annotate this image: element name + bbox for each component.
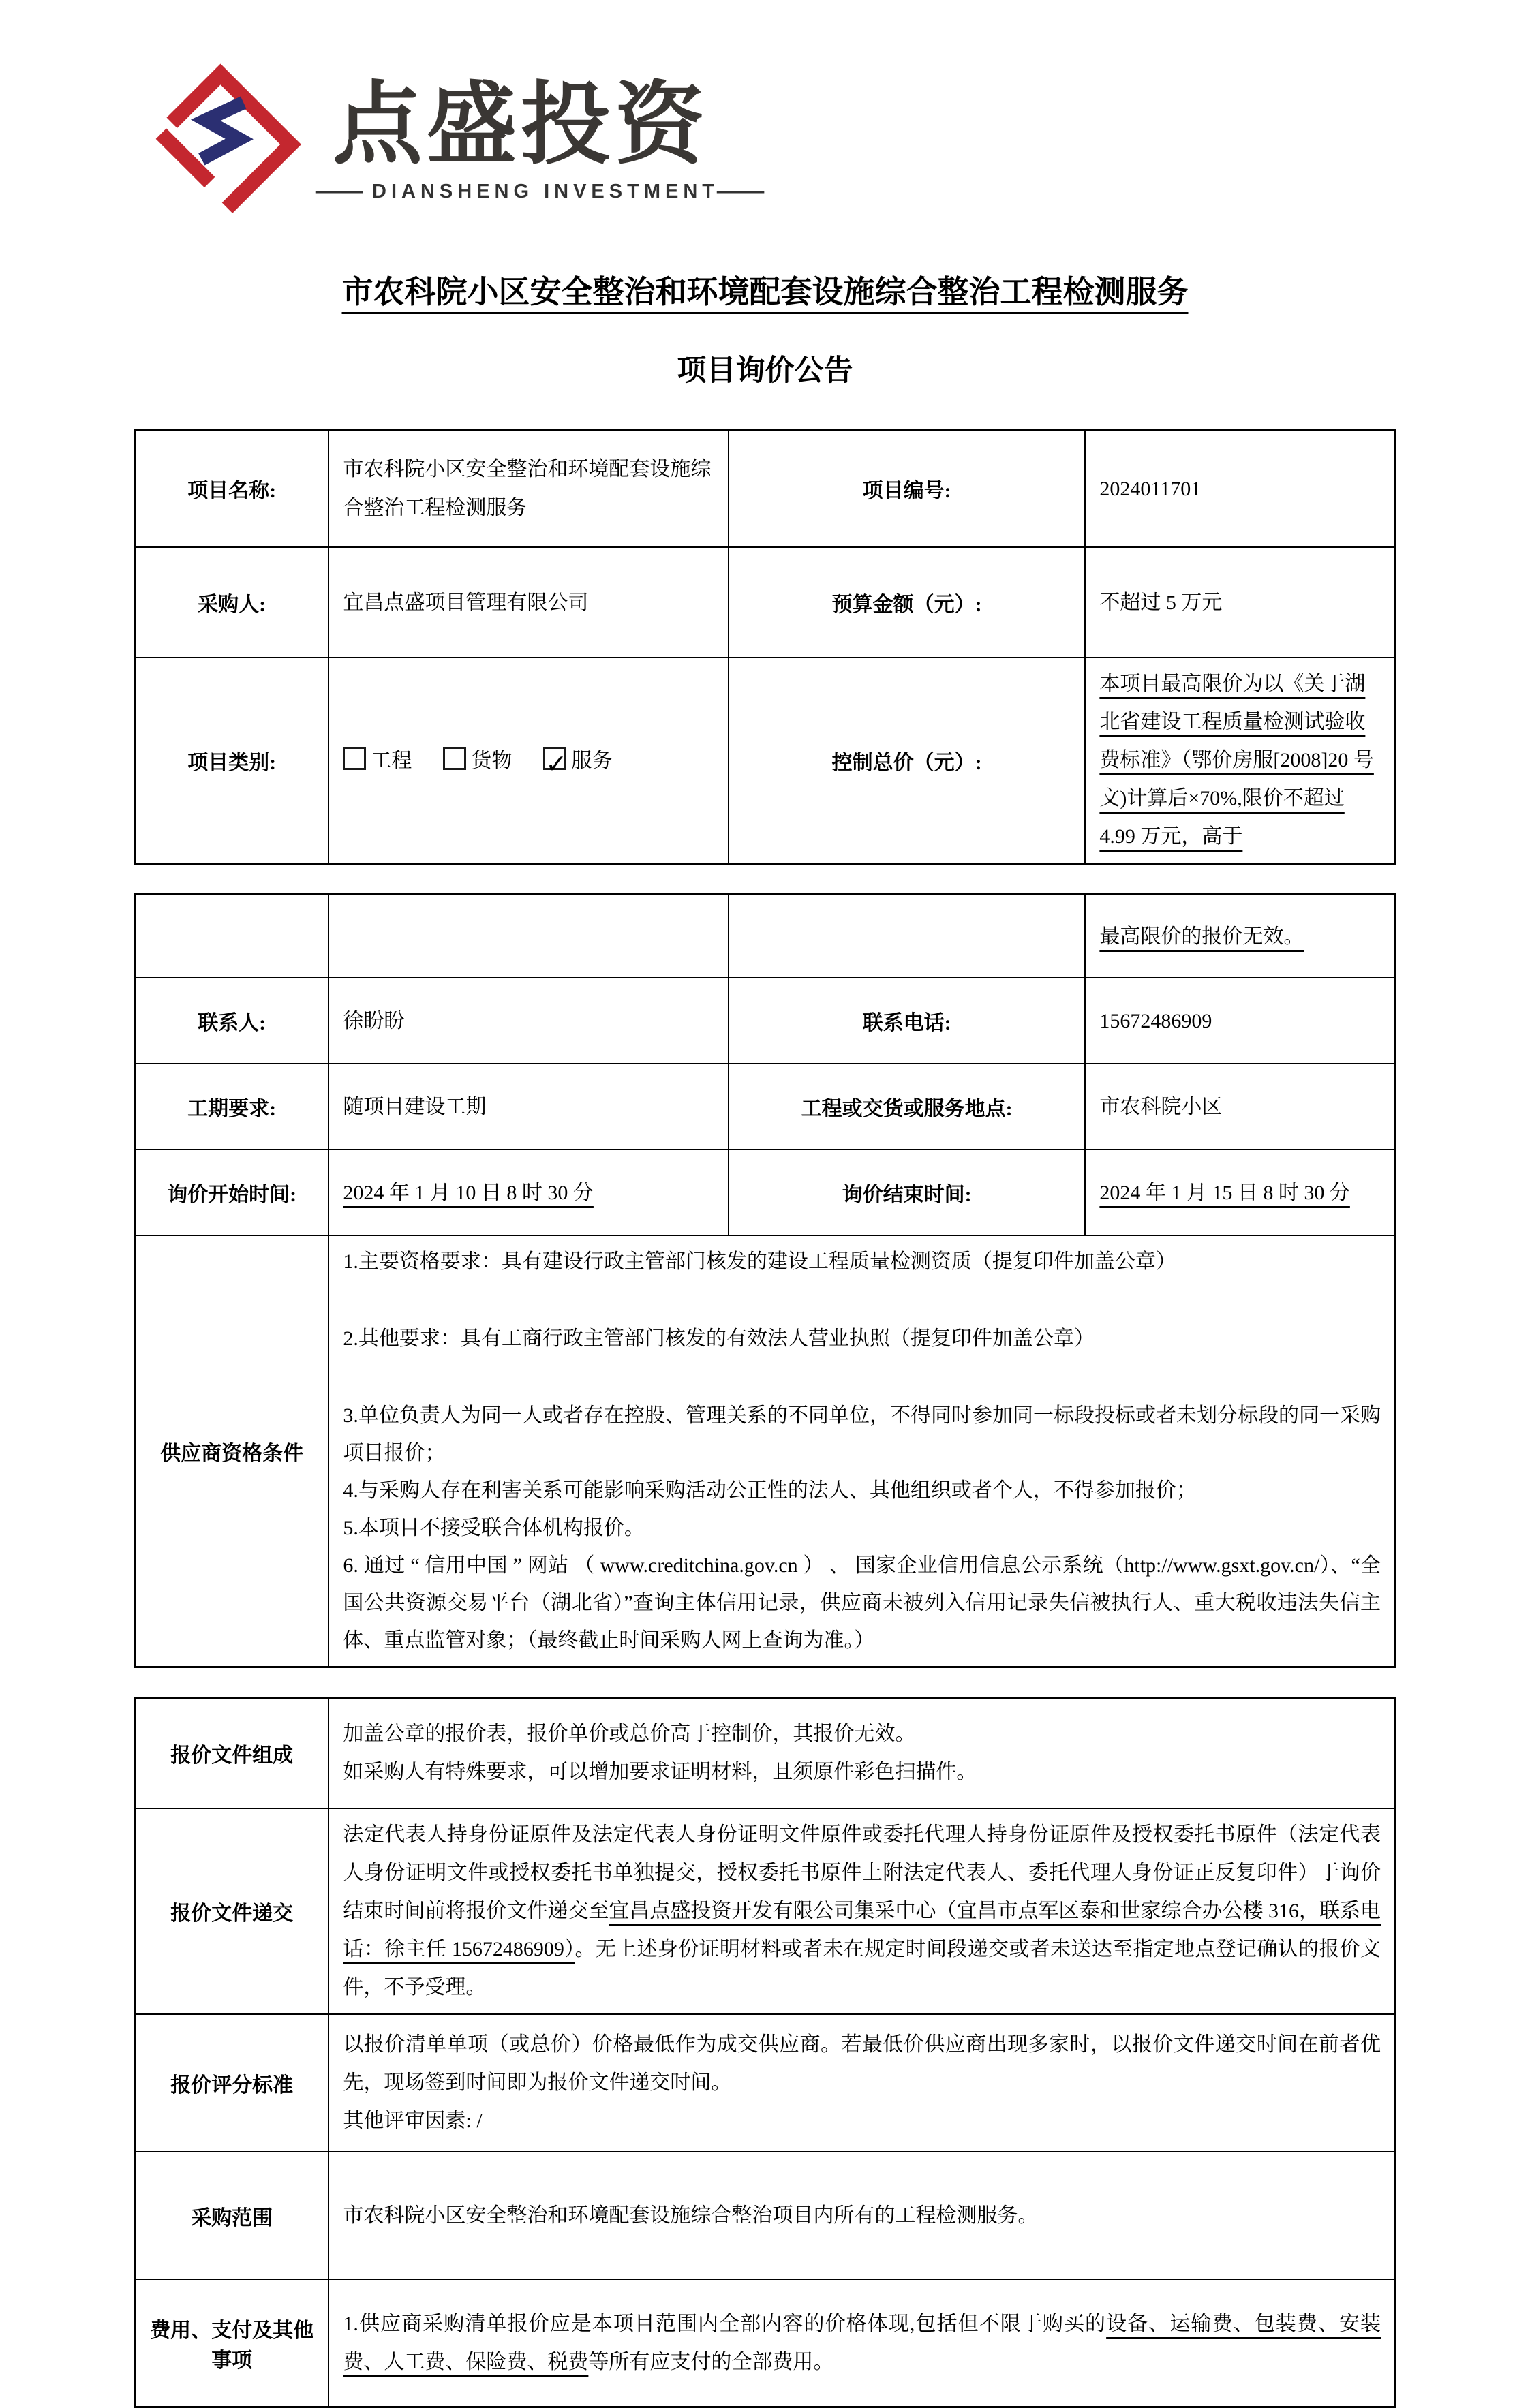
document-page <box>0 65 1530 2373</box>
end-time-value <box>1085 1149 1395 1235</box>
control-price-text: 本项目最高限价为以《关于湖北省建设工程质量检测试验收费标准》（鄂价房服[2008]20 号文)计算后×70%,限价不超过 4.99 万元，高于 <box>1099 673 1374 848</box>
page-title <box>0 267 1530 312</box>
logo-text-block <box>315 74 776 203</box>
submission-label: 报价文件递交 <box>135 1808 329 2014</box>
submission-content <box>328 1808 1395 2014</box>
page-subtitle: 项目询价公告 <box>677 354 853 387</box>
control-price-value <box>1085 658 1395 864</box>
purchaser-value: 宜昌点盛项目管理有限公司 <box>328 547 728 658</box>
evaluation-label: 报价评分标准 <box>135 2014 329 2152</box>
category-options <box>328 658 728 864</box>
table-row <box>135 2014 1396 2152</box>
qualification-item: 1.主要资格要求：具有建设行政主管部门核发的建设工程质量检测资质（提复印件加盖公章） <box>343 1250 1176 1273</box>
fee-content <box>328 2279 1395 2407</box>
evaluation-line: 其他评审因素: / <box>343 2110 483 2132</box>
page-title-text: 市农科院小区安全整治和环境配套设施综合整治工程检测服务 <box>341 274 1189 309</box>
fee-prefix: 1.供应商采购清单报价应是本项目范围内全部内容的价格体现,包括但不限于购买的 <box>343 2312 1107 2335</box>
category-label: 项目类别: <box>135 658 329 864</box>
budget-label: 预算金额（元）: <box>729 547 1086 658</box>
table-row <box>135 978 1396 1064</box>
start-time-text: 2024 年 1 月 10 日 8 时 30 分 <box>343 1181 594 1204</box>
purchaser-label: 采购人: <box>135 547 329 658</box>
fee-suffix: 等所有应支付的全部费用。 <box>588 2350 834 2373</box>
qualification-item: 2.其他要求：具有工商行政主管部门核发的有效法人营业执照（提复印件加盖公章） <box>343 1327 1095 1350</box>
logo-dash-right: — <box>716 181 776 202</box>
location-label: 工程或交货或服务地点: <box>729 1064 1086 1149</box>
duration-label: 工期要求: <box>135 1064 329 1149</box>
logo-dash-left: — <box>315 181 375 202</box>
table-row <box>135 2279 1396 2407</box>
qualification-item: 5.本项目不接受联合体机构报价。 <box>343 1517 645 1539</box>
scope-content: 市农科院小区安全整治和环境配套设施综合整治项目内所有的工程检测服务。 <box>328 2152 1395 2279</box>
project-name-label: 项目名称: <box>135 430 329 548</box>
qualification-item: 3.单位负责人为同一人或者存在控股、管理关系的不同单位，不得同时参加同一标段投标或者未划分标段的同一采购项目报价； <box>343 1404 1381 1464</box>
submission-prefix: 法定代表人持身份证原件及法定代表人身份证明文件原件或委托代理人持身份证原件及授权委托书原件（法定代表人身份证明文件或授权委托书单独提交，授权委托书原件上附法定代表人、委托代理人身份证正反复印件）于询价结束时间前将报价文件递交至 <box>343 1823 1381 1922</box>
composition-line: 加盖公章的报价表，报价单价或总价高于控制价，其报价无效。 <box>343 1723 916 1745</box>
fee-underlined: 设备、运输费、包装费、安装费、人工费、保险费、税费 <box>343 2312 1381 2373</box>
fee-text <box>343 2305 1381 2381</box>
contact-info-table <box>134 893 1396 1668</box>
contact-label: 联系人: <box>135 978 329 1064</box>
empty-cell <box>328 895 728 978</box>
control-price-label: 控制总价（元）: <box>729 658 1086 864</box>
phone-value: 15672486909 <box>1085 978 1395 1064</box>
category-option-huowu <box>443 750 512 772</box>
logo-company-name-en <box>315 181 776 203</box>
end-time-text: 2024 年 1 月 15 日 8 时 30 分 <box>1099 1181 1350 1204</box>
table-row <box>135 1235 1396 1667</box>
evaluation-content <box>328 2014 1395 2152</box>
submission-text <box>343 1816 1381 2007</box>
start-time-value <box>328 1149 728 1235</box>
project-no-label: 项目编号: <box>729 430 1086 548</box>
empty-cell <box>729 895 1086 978</box>
table-row <box>135 1808 1396 2014</box>
phone-label: 联系电话: <box>729 978 1086 1064</box>
duration-value: 随项目建设工期 <box>328 1064 728 1149</box>
submission-address: 宜昌点盛投资开发有限公司集采中心（宜昌市点军区泰和世家综合办公楼 316，联系电话：徐主任 15672486909） <box>343 1900 1381 1960</box>
budget-value: 不超过 5 万元 <box>1085 547 1395 658</box>
logo-en-text: DIANSHENG INVESTMENT <box>372 181 719 202</box>
project-name-value: 市农科院小区安全整治和环境配套设施综合整治工程检测服务 <box>328 430 728 548</box>
composition-content <box>328 1698 1395 1809</box>
table-row <box>135 2152 1396 2279</box>
table-row <box>135 895 1396 978</box>
category-option-label: 工程 <box>371 749 412 772</box>
empty-cell <box>135 895 329 978</box>
table-row <box>135 547 1396 658</box>
category-option-label: 货物 <box>471 749 512 772</box>
qualification-item: 4.与采购人存在利害关系可能影响采购活动公正性的法人、其他组织或者个人，不得参加报价； <box>343 1479 1197 1502</box>
table-row <box>135 658 1396 864</box>
logo-diamond-icon <box>147 67 300 216</box>
project-info-table <box>134 429 1396 865</box>
composition-label: 报价文件组成 <box>135 1698 329 1809</box>
qualification-item: 6. 通过 “ 信用中国 ” 网站 （ www.creditchina.gov.cn ） 、 国家企业信用信息公示系统（http://www.gsxt.gov.cn/）、“全国公共资源交易平台（湖北省）”查询主体信用记录，供应商未被列入信用记录失信被执行人、重大税收违法失信主体、重点监管对象；（最终截止时间采购人网上查询为准。） <box>343 1554 1381 1652</box>
evaluation-line: 以报价清单单项（或总价）价格最低作为成交供应商。若最低价供应商出现多家时，以报价文件递交时间在前者优先，现场签到时间即为报价文件递交时间。 <box>343 2033 1381 2094</box>
project-no-value: 2024011701 <box>1085 430 1395 548</box>
category-option-fuwu <box>543 750 612 772</box>
end-time-label: 询价结束时间: <box>729 1149 1086 1235</box>
submission-suffix: 。无上述身份证明材料或者未在规定时间段递交或者未送达至指定地点登记确认的报价文件，不予受理。 <box>343 1938 1381 1998</box>
control-price-continuation <box>1085 895 1395 978</box>
contact-value: 徐盼盼 <box>328 978 728 1064</box>
logo-company-name: 点盛投资 <box>333 74 709 174</box>
table-row <box>135 1149 1396 1235</box>
checkbox-gongcheng-icon <box>343 747 366 770</box>
quotation-rules-table <box>134 1697 1396 2408</box>
table-row <box>135 1698 1396 1809</box>
fee-label: 费用、支付及其他事项 <box>135 2279 329 2407</box>
checkbox-fuwu-icon <box>543 747 566 770</box>
qualification-label: 供应商资格条件 <box>135 1235 329 1667</box>
category-option-gongcheng <box>343 750 412 772</box>
composition-line: 如采购人有特殊要求，可以增加要求证明材料，且须原件彩色扫描件。 <box>343 1761 977 1783</box>
table-row <box>135 1064 1396 1149</box>
scope-label: 采购范围 <box>135 2152 329 2279</box>
category-option-label: 服务 <box>571 749 613 772</box>
table-row <box>135 430 1396 548</box>
qualification-content <box>328 1235 1395 1667</box>
location-value: 市农科院小区 <box>1085 1064 1395 1149</box>
checkbox-huowu-icon <box>443 747 466 770</box>
start-time-label: 询价开始时间: <box>135 1149 329 1235</box>
company-logo <box>147 65 1530 218</box>
control-price-text-2: 最高限价的报价无效。 <box>1099 925 1304 948</box>
